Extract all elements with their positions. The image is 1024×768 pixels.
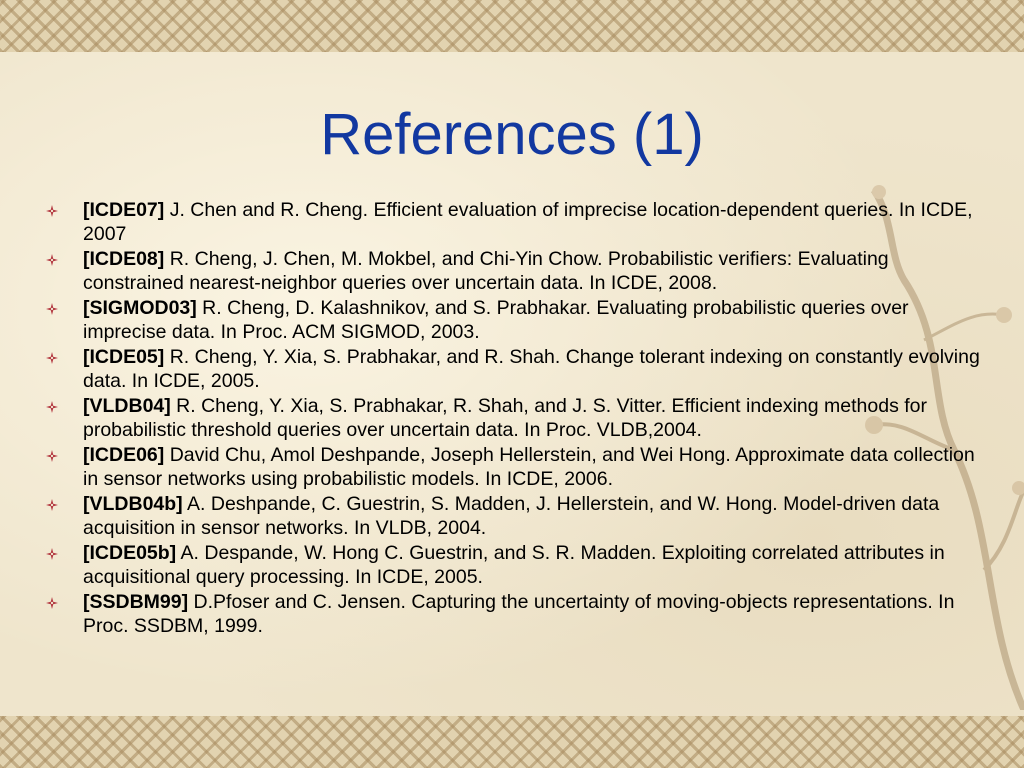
reference-text: R. Cheng, Y. Xia, S. Prabhakar, R. Shah, and J. S. Vitter. Efficient indexing methods for probabilistic threshold queries over uncertain data. In Proc. VLDB,2004.: [83, 395, 928, 441]
reference-text: R. Cheng, D. Kalashnikov, and S. Prabhakar. Evaluating probabilistic queries over imprecise data. In Proc. ACM SIGMOD, 2003.: [83, 297, 909, 343]
reference-citation-key: [ICDE06]: [83, 444, 165, 466]
reference-item: [46, 443, 986, 491]
reference-text: D.Pfoser and C. Jensen. Capturing the uncertainty of moving-objects representations. In Proc. SSDBM, 1999.: [83, 591, 955, 637]
diamond-bullet-icon: [46, 548, 58, 560]
reference-item: [46, 590, 986, 638]
diamond-bullet-icon: [46, 597, 58, 609]
reference-text: J. Chen and R. Cheng. Efficient evaluation of imprecise location-dependent queries. In ICDE, 2007: [83, 199, 973, 245]
diamond-bullet-icon: [46, 401, 58, 413]
reference-item: [46, 394, 986, 442]
reference-item: [46, 541, 986, 589]
reference-citation-key: [SSDBM99]: [83, 591, 189, 613]
reference-item: [46, 198, 986, 246]
top-decorative-border: [0, 0, 1024, 52]
reference-citation-key: [ICDE05]: [83, 346, 165, 368]
diamond-bullet-icon: [46, 450, 58, 462]
reference-citation-key: [VLDB04b]: [83, 493, 183, 515]
reference-citation-key: [ICDE08]: [83, 248, 165, 270]
diamond-bullet-icon: [46, 499, 58, 511]
reference-text: R. Cheng, J. Chen, M. Mokbel, and Chi-Yin Chow. Probabilistic verifiers: Evaluating constrained nearest-neighbor queries over uncertain data. In ICDE, 2008.: [83, 248, 889, 294]
reference-text: R. Cheng, Y. Xia, S. Prabhakar, and R. Shah. Change tolerant indexing on constantly evolving data. In ICDE, 2005.: [83, 346, 980, 392]
reference-citation-key: [SIGMOD03]: [83, 297, 197, 319]
diamond-bullet-icon: [46, 352, 58, 364]
reference-citation-key: [ICDE07]: [83, 199, 165, 221]
reference-item: [46, 247, 986, 295]
reference-list: [46, 198, 986, 639]
diamond-bullet-icon: [46, 254, 58, 266]
diamond-bullet-icon: [46, 205, 58, 217]
reference-citation-key: [VLDB04]: [83, 395, 171, 417]
reference-text: David Chu, Amol Deshpande, Joseph Hellerstein, and Wei Hong. Approximate data collection in sensor networks using probabilistic models. In ICDE, 2006.: [83, 444, 975, 490]
diamond-bullet-icon: [46, 303, 58, 315]
page-title: References (1): [320, 102, 704, 167]
reference-text: A. Deshpande, C. Guestrin, S. Madden, J. Hellerstein, and W. Hong. Model-driven data acquisition in sensor networks. In VLDB, 2004.: [83, 493, 940, 539]
reference-item: [46, 492, 986, 540]
reference-item: [46, 345, 986, 393]
reference-text: A. Despande, W. Hong C. Guestrin, and S. R. Madden. Exploiting correlated attributes in acquisitional query processing. In ICDE, 2005.: [83, 542, 945, 588]
bottom-decorative-border: [0, 716, 1024, 768]
reference-item: [46, 296, 986, 344]
reference-citation-key: [ICDE05b]: [83, 542, 177, 564]
